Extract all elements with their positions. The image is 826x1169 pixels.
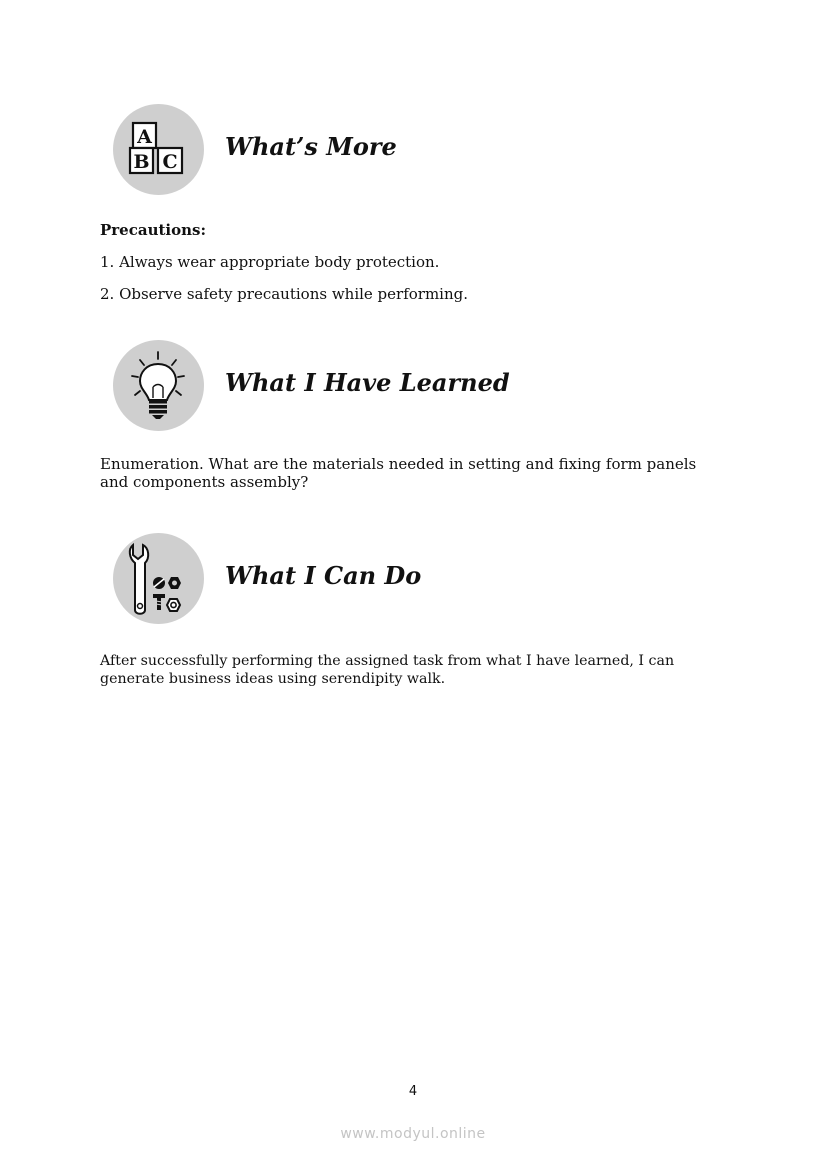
precaution-item-1: 1. Always wear appropriate body protection. [100,253,440,271]
whats-more-header [113,104,713,196]
can-do-text-line-1: After successfully performing the assigned task from what I have learned, I can [100,653,675,669]
section-title-whats-more: What’s More [225,132,397,161]
page-number: 4 [408,1084,418,1099]
tools-icon [113,533,204,624]
what-i-have-learned-header [113,340,713,432]
precautions-heading: Precautions: [100,221,207,239]
can-do-text-line-2: generate business ideas using serendipity walk. [100,671,446,687]
block-letter-b: B [133,151,150,173]
learned-text-line-1: Enumeration. What are the materials needed in setting and fixing form panels [100,455,697,473]
section-title-what-i-have-learned: What I Have Learned [225,368,510,397]
precaution-item-2: 2. Observe safety precautions while performing. [100,285,469,303]
abc-blocks-icon [113,104,204,195]
learned-text-line-2: and components assembly? [100,473,309,491]
block-letter-c: C [162,151,178,173]
light-bulb-icon [113,340,204,431]
block-letter-a: A [137,126,152,148]
section-title-what-i-can-do: What I Can Do [225,561,422,590]
watermark: www.modyul.online [340,1126,486,1142]
what-i-can-do-header [113,533,713,625]
